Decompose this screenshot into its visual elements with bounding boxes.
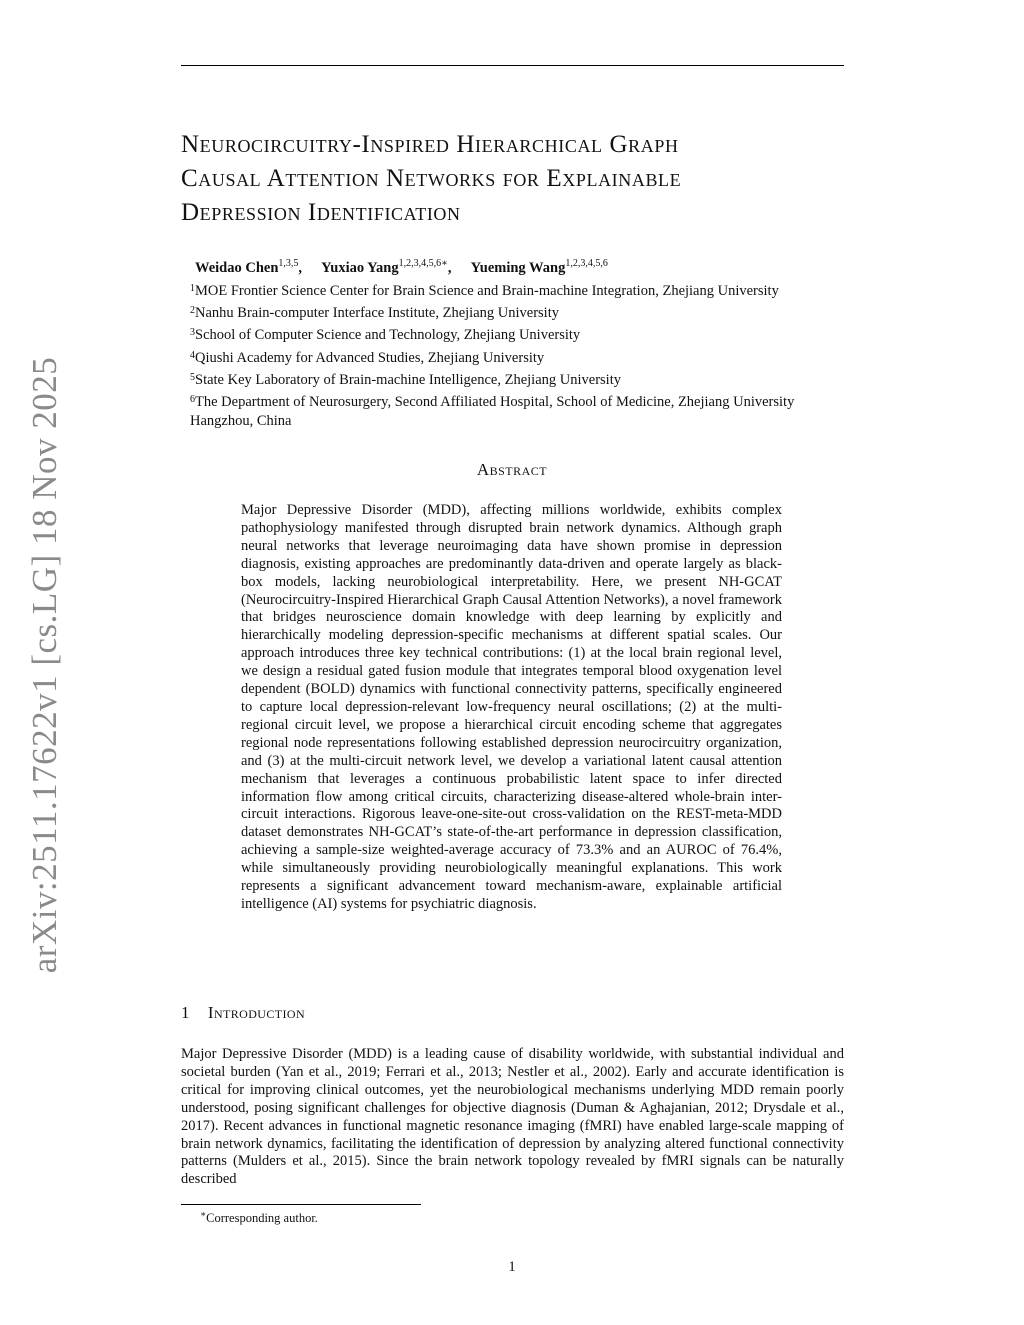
title-line-2: Causal Attention Networks for Explainable xyxy=(181,165,682,192)
affiliation: $^2$Nanhu Brain-computer Interface Institute, Zhejiang University xyxy=(190,305,559,322)
author: Weidao Chen$^{1,3,5}$, xyxy=(195,258,303,276)
affiliation: $^1$MOE Frontier Science Center for Brain Science and Brain-machine Integration, Zhejiang University xyxy=(190,283,779,299)
section-heading-introduction xyxy=(181,1003,305,1023)
arxiv-identifier-stamp: arXiv:2511.17622v1 [cs.LG] 18 Nov 2025 xyxy=(25,356,64,974)
page-number: 1 xyxy=(508,1259,516,1275)
abstract-heading: Abstract xyxy=(476,460,548,479)
section-number: 1 xyxy=(181,1003,190,1022)
abstract-text: Major Depressive Disorder (MDD), affecting millions worldwide, exhibits complex pathophysiology manifested through disrupted brain network dynamics. Although graph neural networks that leverage neuroimaging data have shown promise in depression diagnosis, existing approaches are predominantly data-driven and operate largely as black-box models, lacking neurobiological interpretability. Here, we present NH-GCAT (Neurocircuitry-Inspired Hierarchical Graph Causal Attention Networks), a novel framework that bridges neuroscience domain knowledge with deep learning by explicitly and hierarchically modeling depression-specific mechanisms at different spatial scales. Our approach introduces three key technical contributions: (1) at the local brain regional level, we design a residual gated fusion module that integrates temporal blood oxygenation level dependent (BOLD) dynamics with functional connectivity patterns, specifically engineered to capture local depression-relevant low-frequency neural oscillations; (2) at the multi-regional circuit level, we propose a hierarchical circuit encoding scheme that aggregates regional node representations following established depression neurocircuitry organization, and (3) at the multi-circuit network level, we develop a variational latent causal attention mechanism that leverages a continuous probabilistic latent space to infer directed information flow among critical circuits, characterizing disease-altered whole-brain inter-circuit interactions. Rigorous leave-one-site-out cross-validation on the REST-meta-MDD dataset demonstrates NH-GCAT’s state-of-the-art performance in depression classification, achieving a sample-size weighted-average accuracy of 73.3% and an AUROC of 76.4%, while simultaneously providing neurobiologically meaningful explanations. This work represents a significant advancement toward mechanism-aware, explainable artificial intelligence (AI) systems for psychiatric diagnosis. xyxy=(241,502,782,912)
top-rule xyxy=(181,65,844,66)
footnote: ∗Corresponding author. xyxy=(200,1209,318,1226)
author: Yueming Wang$^{1,2,3,4,5,6}$ xyxy=(470,258,608,276)
affiliation: $^5$State Key Laboratory of Brain-machine Intelligence, Zhejiang University xyxy=(190,371,621,388)
affiliation: $^6$The Department of Neurosurgery, Second Affiliated Hospital, School of Medicine, Zhejiang University xyxy=(190,394,795,411)
location: Hangzhou, China xyxy=(190,413,292,430)
affiliation: $^3$School of Computer Science and Technology, Zhejiang University xyxy=(190,327,581,344)
affiliation: $^4$Qiushi Academy for Advanced Studies, Zhejiang University xyxy=(190,349,545,366)
author-list xyxy=(195,258,624,277)
author: Yuxiao Yang$^{1,2,3,4,5,6∗}$, xyxy=(321,258,452,276)
paper-title xyxy=(181,128,851,230)
affiliation-list xyxy=(190,279,794,431)
footnote-rule xyxy=(181,1204,421,1205)
section-title: Introduction xyxy=(207,1003,306,1022)
introduction-text: Major Depressive Disorder (MDD) is a leading cause of disability worldwide, with substantial individual and societal burden (Yan et al., 2019; Ferrari et al., 2013; Nestler et al., 2002). Early and accurate identification is critical for improving clinical outcomes, yet the neurobiological mechanisms underlying MDD remain poorly understood, posing significant challenges for objective diagnosis (Duman & Aghajanian, 2012; Drysdale et al., 2017). Recent advances in functional magnetic resonance imaging (fMRI) have enabled large-scale mapping of brain network dynamics, facilitating the identification of depression by analyzing altered functional connectivity patterns (Mulders et al., 2015). Since the brain network topology revealed by fMRI signals can be naturally described xyxy=(181,1046,844,1188)
title-line-1: Neurocircuitry-Inspired Hierarchical Graph xyxy=(181,131,679,158)
title-line-3: Depression Identification xyxy=(181,199,461,226)
